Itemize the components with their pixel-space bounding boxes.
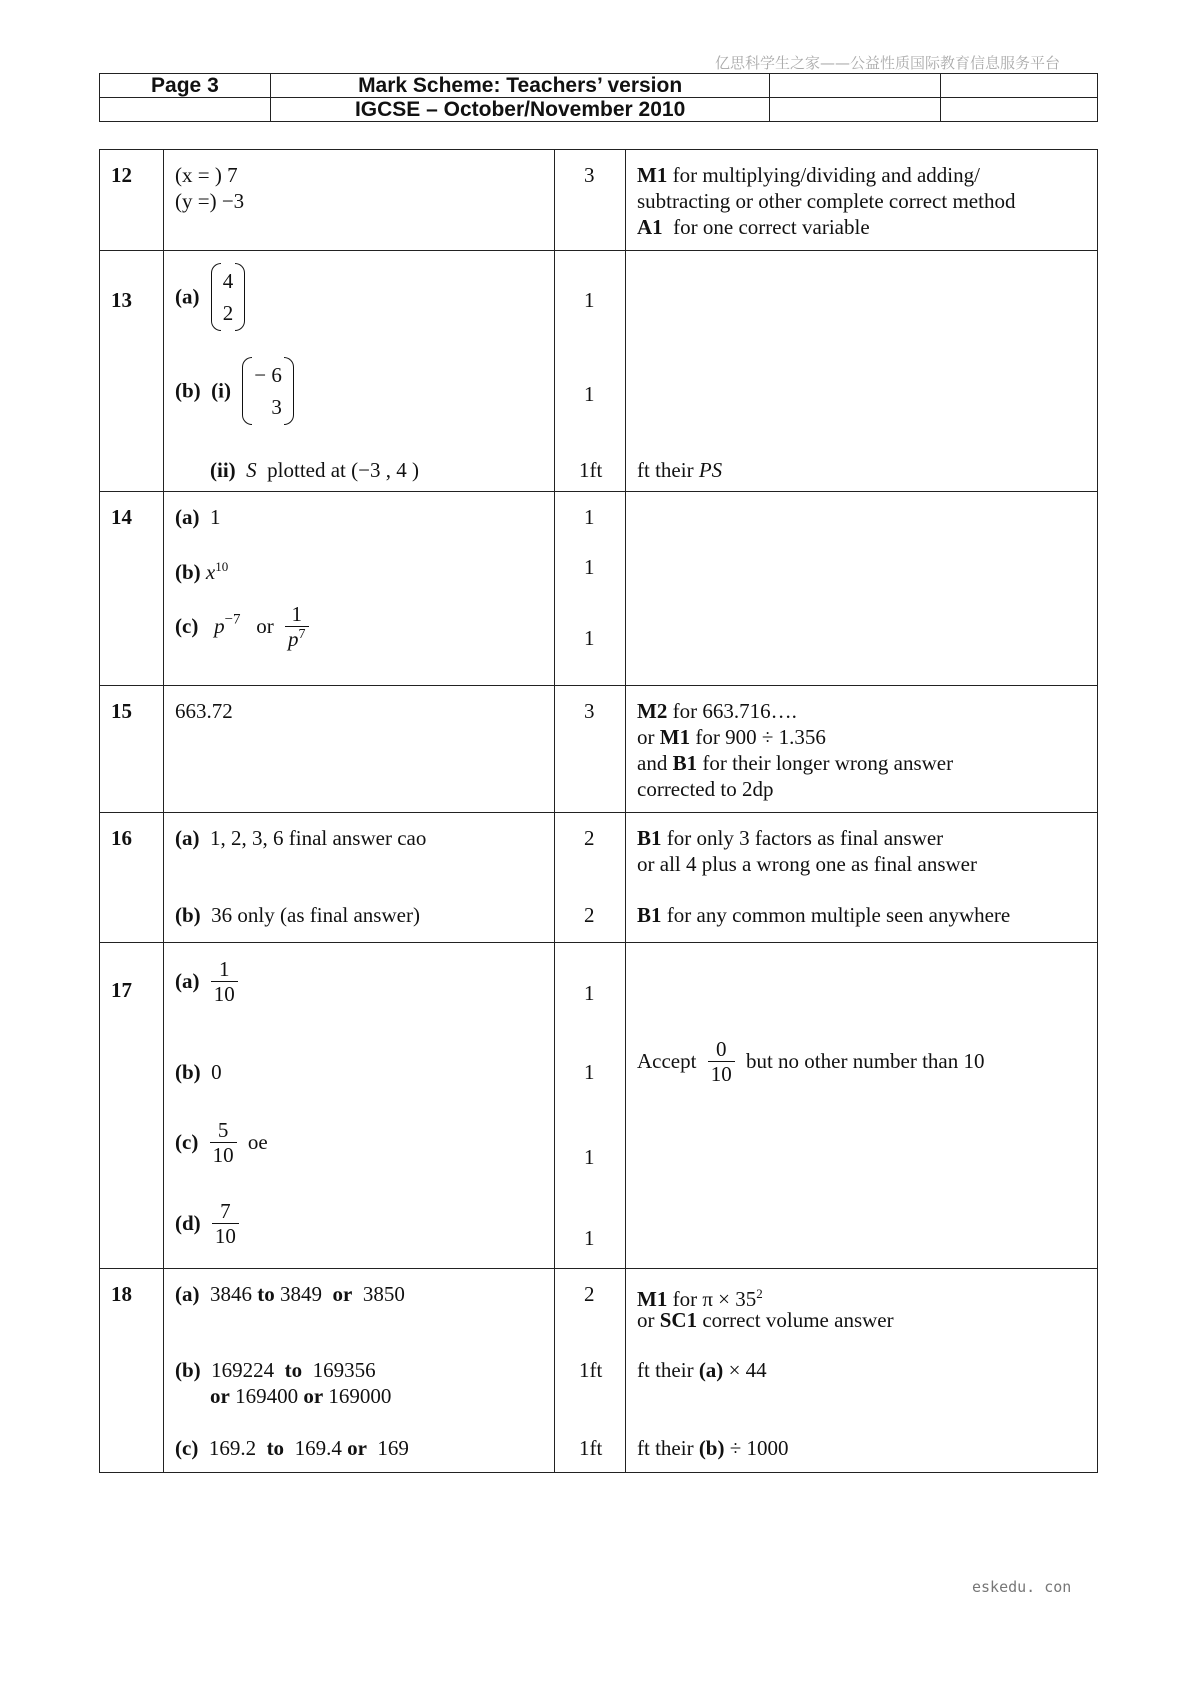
answer-b-cont: or 169400 or 169000	[210, 1384, 392, 1408]
header-empty-cell	[100, 98, 271, 122]
guidance-line: ft their (b) ÷ 1000	[637, 1436, 789, 1460]
marks: 1	[584, 382, 595, 406]
guidance-line: and B1 for their longer wrong answer	[637, 751, 954, 775]
header-empty-cell	[770, 98, 941, 122]
answer-y: (y =) −3	[175, 189, 245, 213]
guidance-line: B1 for any common multiple seen anywhere	[637, 903, 1011, 927]
answer-a: (a) $\frac{1}{10}$	[175, 957, 244, 1006]
fraction: $\frac{1}{p^7}$	[285, 602, 309, 651]
guidance-line: subtracting or other complete correct method	[637, 189, 1016, 213]
question-number: 16	[111, 826, 132, 850]
table-row	[100, 686, 1098, 813]
guidance-line: B1 for only 3 factors as final answer	[637, 826, 944, 850]
answer-d: (d) $\frac{7}{10}$	[175, 1199, 245, 1248]
fraction: $\frac{7}{10}$	[212, 1199, 239, 1248]
question-number: 15	[111, 699, 132, 723]
marks: 1	[584, 505, 595, 529]
answer-a: (a) 1, 2, 3, 6 final answer cao	[175, 826, 427, 850]
page-header-table	[99, 73, 1098, 122]
question-number: 14	[111, 505, 132, 529]
answer-b: (b) 36 only (as final answer)	[175, 903, 420, 927]
answer-c: (c) 169.2 to 169.4 or 169	[175, 1436, 409, 1460]
marks: 1	[584, 1060, 595, 1084]
guidance-line: or SC1 correct volume answer	[637, 1308, 894, 1332]
guidance-line: ft their PS	[637, 458, 723, 482]
marks: 3	[584, 699, 595, 723]
guidance-line: or M1 for 900 ÷ 1.356	[637, 725, 826, 749]
guidance-line: Accept $\frac{0}{10}$ but no other number than 10	[637, 1037, 985, 1087]
guidance-line: or all 4 plus a wrong one as final answer	[637, 852, 977, 876]
marks: 1	[584, 288, 595, 312]
question-number: 13	[111, 288, 132, 312]
answer-b: (b) 0	[175, 1060, 222, 1084]
marks: 1	[584, 1226, 595, 1250]
fraction: $\frac{0}{10}$	[708, 1037, 735, 1086]
fraction: $\frac{1}{10}$	[211, 957, 238, 1006]
marks: 1ft	[579, 458, 603, 482]
column-vector: 4 2	[211, 263, 246, 331]
marks: 1ft	[579, 1358, 603, 1382]
marks: 3	[584, 163, 595, 187]
answer-c: (c) $p^{-7}$ or $\frac{1}{p^7}$	[175, 602, 315, 651]
header-empty-cell	[770, 74, 941, 98]
marks: 1	[584, 1145, 595, 1169]
table-row	[100, 943, 1098, 1269]
mark-scheme-title: Mark Scheme: Teachers’ version	[270, 74, 770, 98]
guidance-line: A1 for one correct variable	[637, 215, 870, 239]
marks: 2	[584, 1282, 595, 1306]
answer-a: (a) 3846 to 3849 or 3850	[175, 1282, 405, 1306]
question-number: 18	[111, 1282, 132, 1306]
answer-c: (c) $\frac{5}{10}$ oe	[175, 1118, 268, 1168]
marks: 1	[584, 626, 595, 650]
table-row	[100, 813, 1098, 943]
answer-b-ii: (ii) S plotted at (−3 , 4 )	[210, 458, 419, 482]
marks: 1ft	[579, 1436, 603, 1460]
table-row	[100, 492, 1098, 686]
guidance-line: M2 for 663.716….	[637, 699, 797, 723]
answer-b: (b) 169224 to 169356	[175, 1358, 376, 1382]
marks: 2	[584, 826, 595, 850]
answer: 663.72	[175, 699, 233, 723]
guidance-line: ft their (a) × 44	[637, 1358, 767, 1382]
answer-b-i: (b) (i) − 6 3	[175, 357, 294, 425]
footer-site: eskedu. con	[972, 1578, 1072, 1596]
page-number: Page 3	[100, 74, 271, 98]
guidance-line: corrected to 2dp	[637, 777, 774, 801]
answer-x: (x = ) 7	[175, 163, 238, 187]
marks: 2	[584, 903, 595, 927]
guidance-line: M1 for multiplying/dividing and adding/	[637, 163, 980, 187]
table-row	[100, 150, 1098, 251]
fraction: $\frac{5}{10}$	[210, 1118, 237, 1167]
question-number: 17	[111, 978, 132, 1002]
watermark-text: 亿思科学生之家——公益性质国际教育信息服务平台	[714, 54, 1060, 72]
header-empty-cell	[941, 74, 1098, 98]
mark-scheme-table	[99, 149, 1098, 1473]
answer-a: (a) 1	[175, 505, 221, 529]
question-number: 12	[111, 163, 132, 187]
marks: 1	[584, 555, 595, 579]
marks: 1	[584, 981, 595, 1005]
exam-session: IGCSE – October/November 2010	[270, 98, 770, 122]
answer-a: (a) 4 2	[175, 263, 245, 331]
guidance-line: M1 for $\pi \times 35^2$	[637, 1286, 763, 1311]
column-vector: − 6 3	[242, 357, 294, 425]
answer-b: (b) $x^{10}$	[175, 559, 229, 584]
header-empty-cell	[941, 98, 1098, 122]
table-row	[100, 1269, 1098, 1473]
table-row	[100, 251, 1098, 492]
